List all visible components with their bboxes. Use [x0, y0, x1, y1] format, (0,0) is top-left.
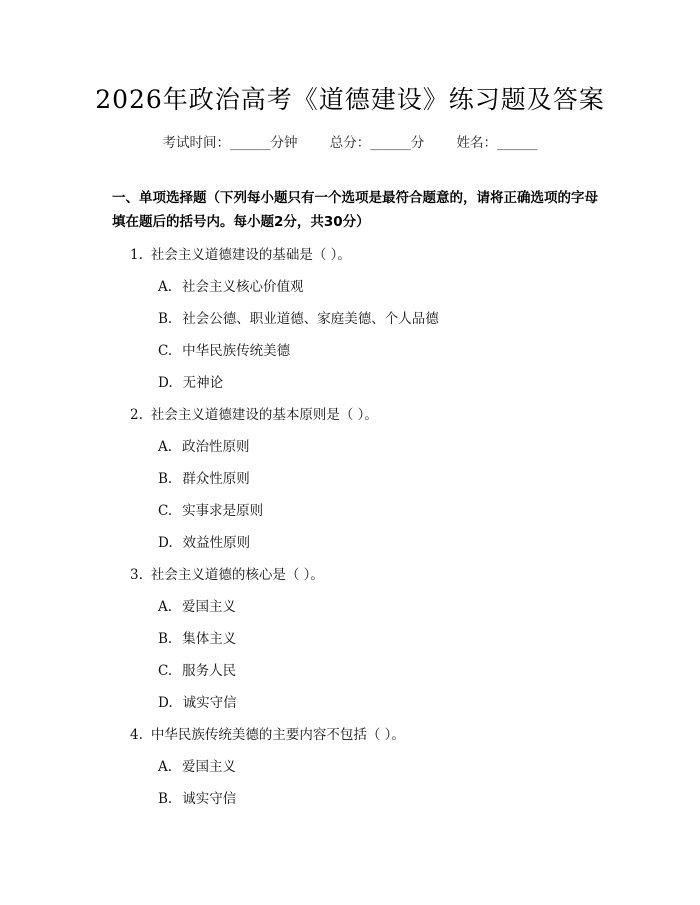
- option-label: B.: [158, 791, 173, 807]
- question-number: 2.: [130, 407, 143, 423]
- question-1-option-d: [158, 371, 223, 391]
- question-1-option-c: [158, 339, 290, 359]
- option-text: 群众性原则: [182, 471, 250, 487]
- option-label: B.: [158, 311, 173, 327]
- option-text: 社会公德、职业道德、家庭美德、个人品德: [182, 311, 439, 327]
- question-text: 社会主义道德建设的基础是（ ）。: [150, 247, 351, 263]
- option-label: D.: [158, 535, 173, 551]
- question-3: [130, 563, 324, 583]
- name-field: 姓名：______: [456, 135, 538, 151]
- option-text: 社会主义核心价值观: [182, 279, 304, 295]
- question-3-option-d: [158, 691, 237, 711]
- option-label: B.: [158, 631, 173, 647]
- question-3-option-c: [158, 659, 236, 679]
- option-label: B.: [158, 471, 173, 487]
- option-text: 政治性原则: [182, 439, 250, 455]
- option-label: D.: [158, 375, 173, 391]
- question-2: [130, 403, 378, 423]
- option-text: 爱国主义: [182, 599, 237, 615]
- question-4: [130, 723, 405, 743]
- option-text: 中华民族传统美德: [182, 343, 291, 359]
- option-label: C.: [158, 503, 173, 519]
- question-number: 1.: [130, 247, 143, 263]
- option-text: 爱国主义: [182, 759, 237, 775]
- question-4-option-a: [158, 755, 236, 775]
- exam-time-field: 考试时间：______分钟: [162, 135, 298, 151]
- option-label: D.: [158, 695, 173, 711]
- option-label: C.: [158, 663, 173, 679]
- option-text: 效益性原则: [182, 535, 251, 551]
- option-text: 诚实守信: [182, 791, 237, 807]
- question-text: 社会主义道德的核心是（ ）。: [150, 567, 324, 583]
- question-4-option-b: [158, 787, 236, 807]
- option-label: A.: [158, 599, 173, 615]
- question-1-option-a: [158, 275, 304, 295]
- question-1-option-b: [158, 307, 439, 327]
- option-label: A.: [158, 439, 173, 455]
- question-2-option-a: [158, 435, 250, 455]
- exam-meta: [0, 131, 700, 151]
- question-1: [130, 243, 351, 263]
- question-number: 4.: [130, 727, 143, 743]
- page-title: 2026年政治高考《道德建设》练习题及答案: [95, 85, 605, 114]
- question-number: 3.: [130, 567, 143, 583]
- question-3-option-b: [158, 627, 236, 647]
- option-text: 实事求是原则: [182, 503, 264, 519]
- question-3-option-a: [158, 595, 236, 615]
- option-text: 集体主义: [182, 631, 237, 647]
- question-text: 中华民族传统美德的主要内容不包括（ ）。: [150, 727, 405, 743]
- option-label: C.: [158, 343, 173, 359]
- question-2-option-b: [158, 467, 250, 487]
- option-label: A.: [158, 279, 173, 295]
- total-score-field: 总分：______分: [329, 135, 425, 151]
- option-text: 无神论: [182, 375, 224, 391]
- section-heading: 一、单项选择题（下列每小题只有一个选项是最符合题意的，请将正确选项的字母填在题后的括号内。每小题2分，共30分）: [112, 190, 598, 230]
- question-2-option-c: [158, 499, 263, 519]
- option-text: 诚实守信: [182, 695, 237, 711]
- question-2-option-d: [158, 531, 250, 551]
- question-text: 社会主义道德建设的基本原则是（ ）。: [150, 407, 378, 423]
- option-text: 服务人民: [182, 663, 237, 679]
- option-label: A.: [158, 759, 173, 775]
